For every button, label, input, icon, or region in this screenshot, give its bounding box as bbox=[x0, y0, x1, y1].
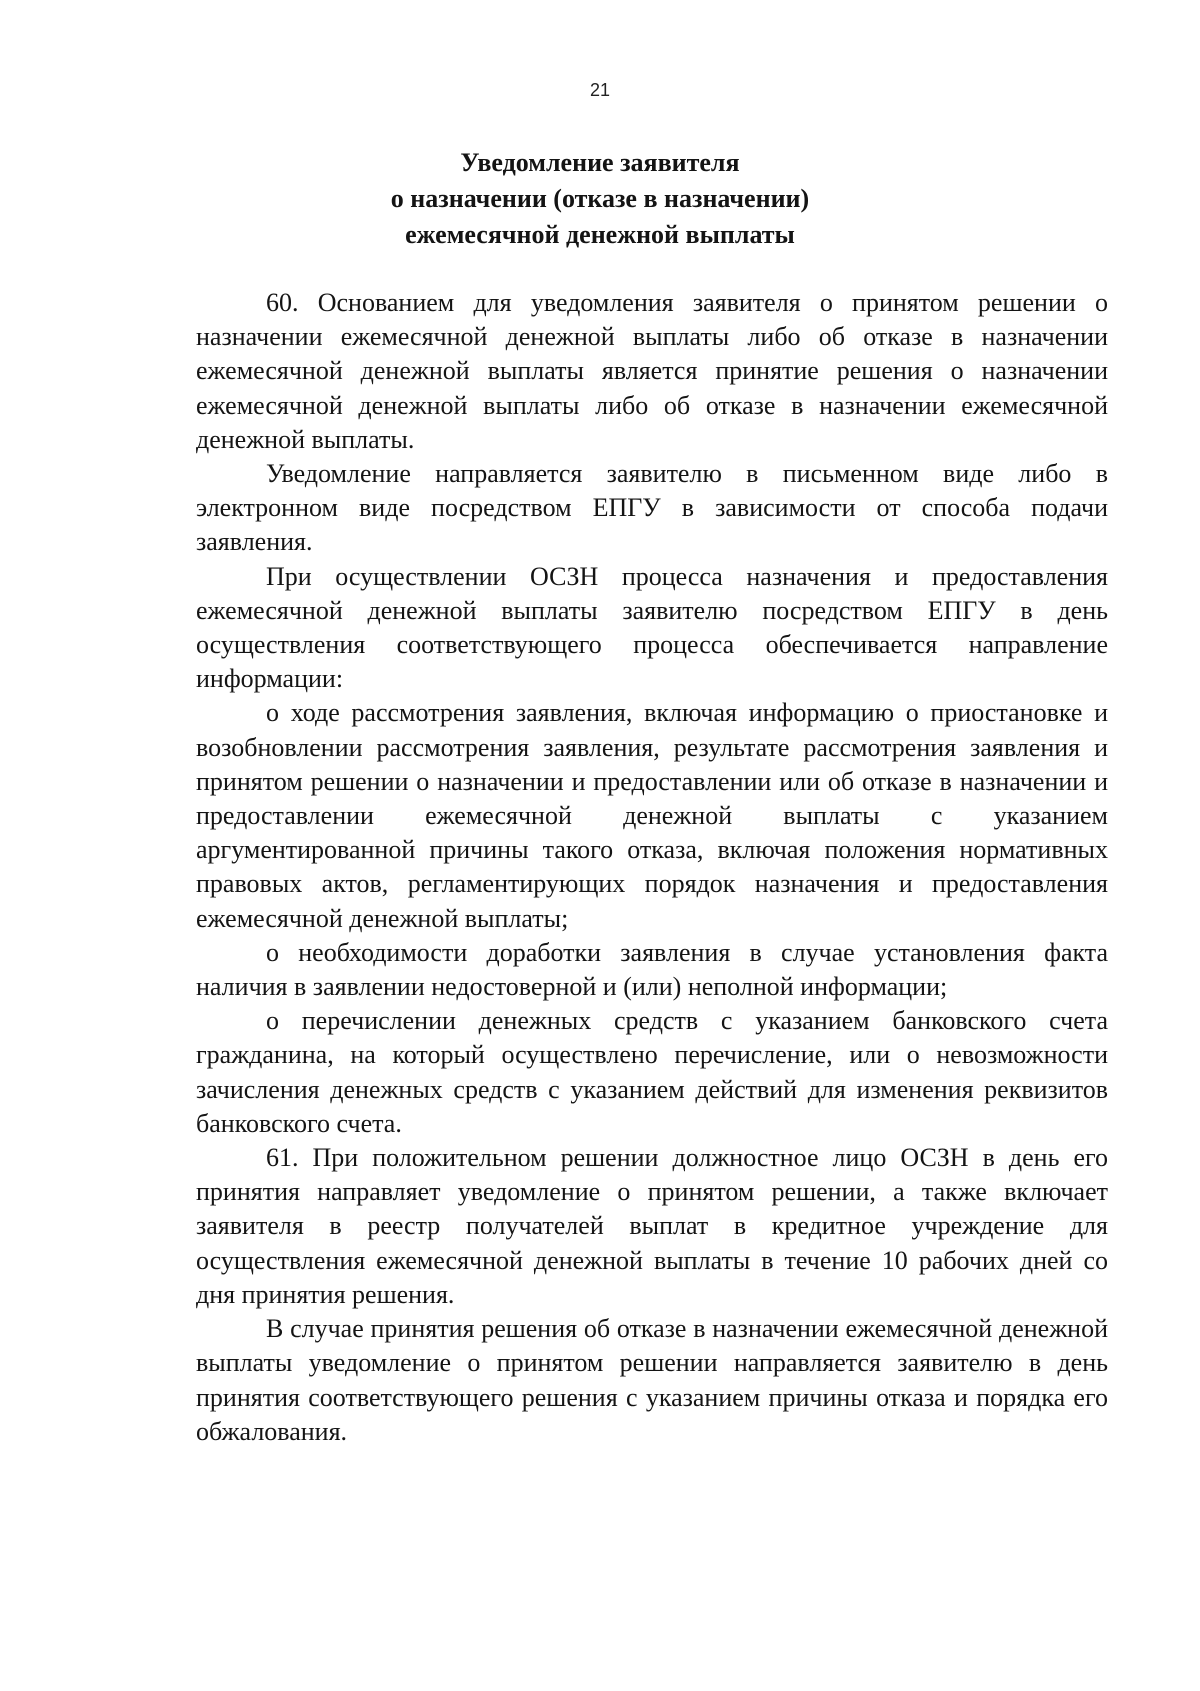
paragraph-review-progress: о ходе рассмотрения заявления, включая информацию о приостановке и возобновлении рассмотрения заявления, результате рассмотрения заявления и принятом решении о назначении и предоставлении или об отказе в назначении и предоставлении ежемесячной денежной выплаты с указанием аргументированной причины такого отказа, включая положения нормативных правовых актов, регламентирующих порядок назначения и предоставления ежемесячной денежной выплаты; bbox=[196, 698, 1108, 933]
page-number: 21 bbox=[589, 80, 611, 100]
paragraph-refusal: В случае принятия решения об отказе в назначении ежемесячной денежной выплаты уведомление о принятом решении направляется заявителю в день принятия соответствующего решения с указанием причины отказа и порядка его обжалования. bbox=[196, 1314, 1108, 1446]
paragraph-notification-method: Уведомление направляется заявителю в письменном виде либо в электронном виде посредством ЕПГУ в зависимости от способа подачи заявления. bbox=[196, 459, 1108, 557]
paragraph-61: 61. При положительном решении должностное лицо ОСЗН в день его принятия направляет уведомление о принятом решении, а также включает заявителя в реестр получателей выплат в кредитное учреждение для осуществления ежемесячной денежной выплаты в течение 10 рабочих дней со дня принятия решения. bbox=[196, 1143, 1108, 1309]
paragraph-funds-transfer: о перечислении денежных средств с указанием банковского счета гражданина, на который осуществлено перечисление, или о невозможности зачисления денежных средств с указанием действий для изменения реквизитов банковского счета. bbox=[196, 1006, 1108, 1138]
document-body bbox=[196, 286, 1108, 1449]
paragraph-60: 60. Основанием для уведомления заявителя о принятом решении о назначении ежемесячной денежной выплаты либо об отказе в назначении ежемесячной денежной выплаты является принятие решения о назначении ежемесячной денежной выплаты либо об отказе в назначении ежемесячной денежной выплаты. bbox=[196, 288, 1108, 454]
section-heading bbox=[150, 145, 1050, 253]
paragraph-revision-needed: о необходимости доработки заявления в случае установления факта наличия в заявлении недостоверной и (или) неполной информации; bbox=[196, 937, 1108, 1002]
paragraph-epgu-info: При осуществлении ОСЗН процесса назначения и предоставления ежемесячной денежной выплаты заявителю посредством ЕПГУ в день осуществления соответствующего процесса обеспечивается направление информации: bbox=[196, 561, 1108, 694]
heading-line-1: Уведомление заявителя bbox=[460, 148, 740, 177]
heading-line-2: о назначении (отказе в назначении) bbox=[390, 184, 810, 213]
heading-line-3: ежемесячной денежной выплаты bbox=[405, 220, 795, 249]
